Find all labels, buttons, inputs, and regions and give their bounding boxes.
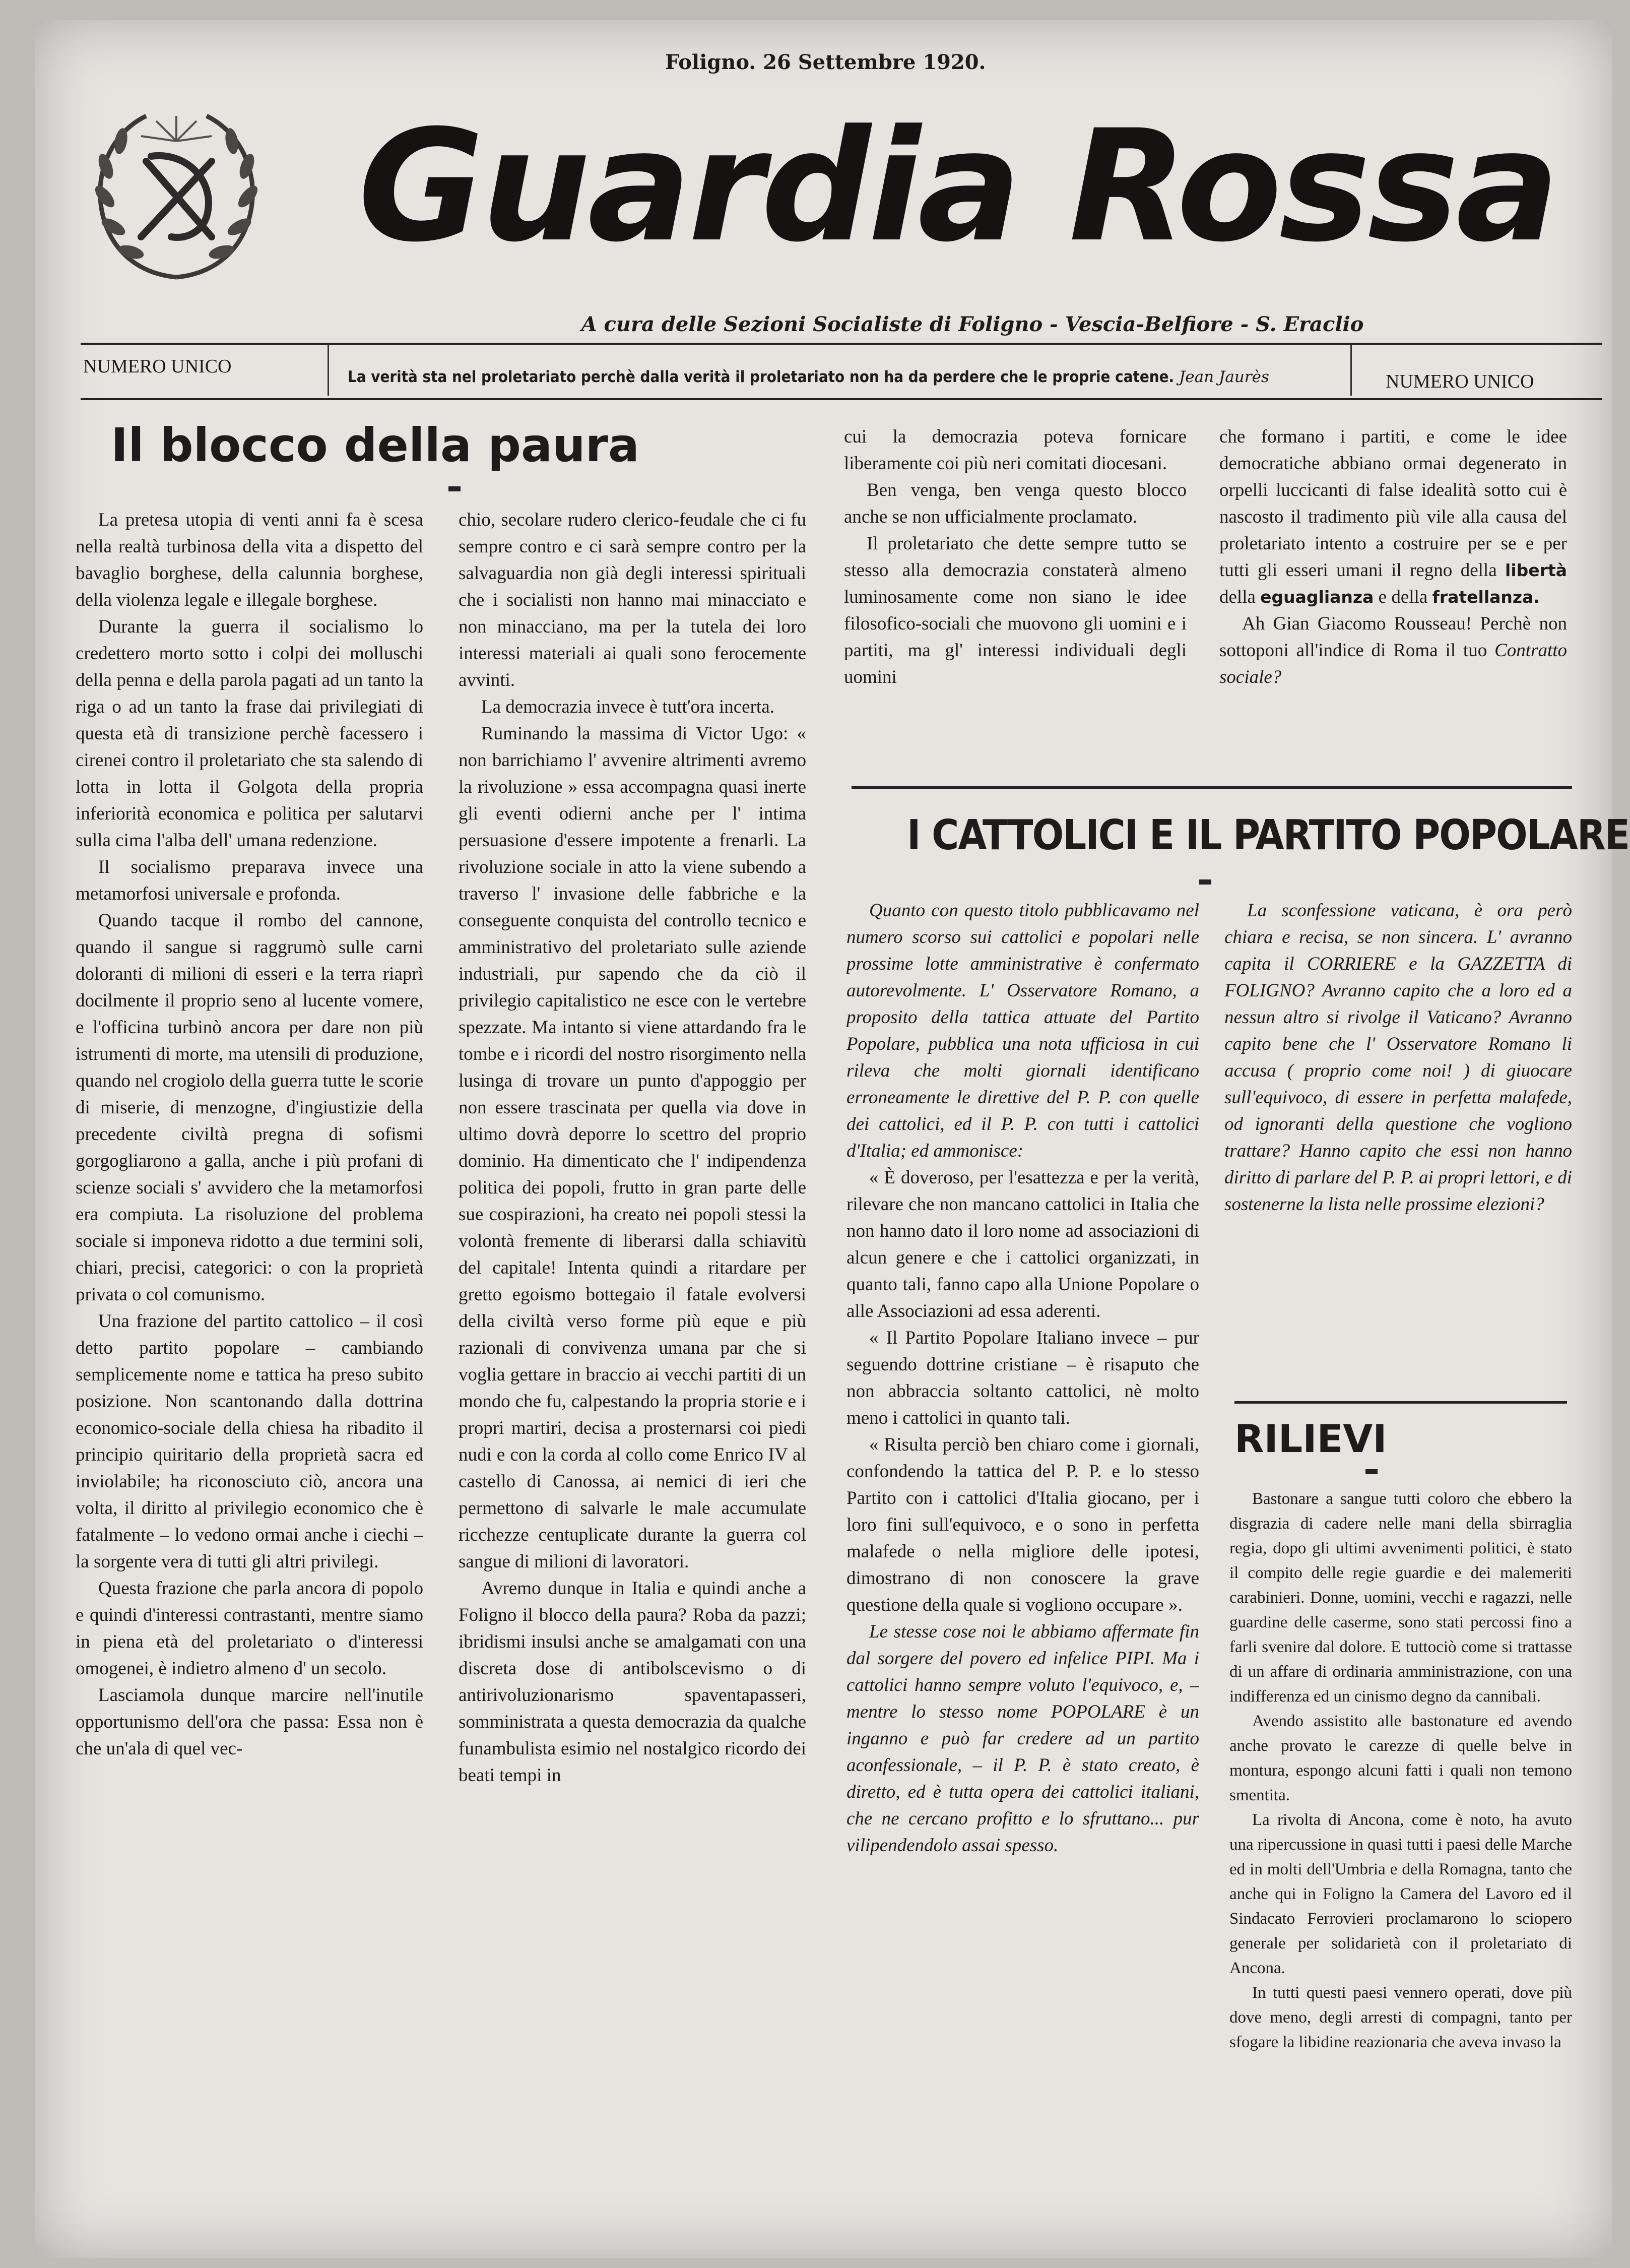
article1-column-2 [459, 507, 806, 2235]
article2-column-a [846, 897, 1199, 2187]
article1-column-1 [76, 507, 423, 2250]
paragraph: Avendo assistito alle bastonature ed avendo anche provato le carezze di quelle belve in montura, espongo alcuni fatti i quali non temono smentita. [1229, 1712, 1572, 1804]
article1-column-3 [844, 423, 1187, 771]
paragraph: La sconfessione vaticana, è ora però chiara e recisa, se non sincera. L' avranno capita il CORRIERE e la GAZZETTA di FOLIGNO? Avranno capito che a loro ed a nessun altro si rivolge il Vaticano? Avranno capito bene che l' Osservatore Romano li accusa ( proprio come noi! ) di giuocare sull'equivoco, di essere in perfetta malafede, od ignoranti della questione che vogliono trattare? Hanno capito che essi non hanno diritto di parlare del P. P. ai propri lettori, e di sostenerne la lista nelle prossime elezioni? [1224, 900, 1572, 1215]
paragraph: Durante la guerra il socialismo lo credettero morto sotto i colpi dei molluschi della penna e della parola pagati ad un tanto la riga o ad un tanto la frase dai privilegiati di questa età di transizione perchè facessero i cirenei contro il proletariato che sta salendo di lotta in lotta il Golgota della propria inferiorità economica e politica per salutarvi sulla cima l'alba dell' umana redenzione. [76, 616, 423, 851]
header-divider-right [1350, 345, 1352, 396]
paragraph: cui la democrazia poteva fornicare liberamente coi più neri comitati diocesani. [844, 426, 1187, 474]
article3-column [1229, 1487, 1572, 2228]
paragraph: La rivolta di Ancona, come è noto, ha avuto una ripercussione in quasi tutti i paesi delle Marche ed in molti dell'Umbria e della Romagna, tanto che anche qui in Foligno la Camera del Lavoro ed il Sindacato Ferrovieri proclamarono lo sciopero generale per solidarietà con il proletariato di Ancona. [1229, 1811, 1572, 1977]
paragraph-text: della [1219, 587, 1256, 607]
tag-numero-unico-left: NUMERO UNICO [83, 356, 232, 377]
paragraph: Bastonare a sangue tutti coloro che ebbero la disgrazia di cadere nelle mani della sbirraglia regia, dopo gli ultimi avvenimenti politici, è stato il compito delle regie guardie e dei malemeriti carabinieri. Donne, uomini, vecchi e ragazzi, nelle guardine delle caserme, sono stati percossi fino a farli svenire dal dolore. E tuttociò come si trattasse di un affare di ordinaria amministrazione, con una indifferenza ed un cinismo degno da cannibali. [1229, 1490, 1572, 1706]
italic-title: Contratto sociale? [1219, 640, 1567, 687]
paragraph: « Il Partito Popolare Italiano invece – pur seguendo dottrine cristiane – è risaputo che non abbraccia soltanto cattolici, nè molto meno i cattolici in quanto tali. [846, 1328, 1199, 1428]
motto [348, 368, 1330, 386]
wreath-emblem-icon [86, 96, 267, 297]
article1-column-4 [1219, 423, 1567, 771]
headline-blocco: Il blocco della paura [111, 418, 640, 472]
article3-rule [1234, 1401, 1567, 1404]
newspaper-page [35, 20, 1629, 2258]
paragraph-text: e della [1378, 587, 1428, 607]
headline-dash [448, 486, 461, 491]
motto-author: Jean Jaurès [1179, 368, 1269, 386]
bold-word: fratellanza. [1432, 587, 1540, 607]
header-divider-left [328, 345, 329, 396]
headline-dash [1365, 1469, 1378, 1474]
headline-rilievi: RILIEVI [1234, 1416, 1387, 1461]
paragraph [1219, 610, 1567, 690]
paragraph-text: che formano i partiti, e come le idee democratiche abbiano ormai degenerato in orpelli luccicanti di false idealità sotto cui è nascosto il tradimento più vile alla causa del proletariato intento a costruire per se e per tutti gli esseri umani il regno della [1219, 426, 1567, 581]
paragraph: La democrazia invece è tutt'ora incerta. [481, 697, 774, 717]
paragraph: In tutti questi paesi vennero operati, dove più dove meno, degli arresti di compagni, tanto per sfogare la libidine reazionaria che aveva invaso la [1229, 1984, 1572, 2051]
masthead-subtitle: A cura delle Sezioni Socialiste di Foligno - Vescia-Belfiore - S. Eraclio [581, 312, 1364, 336]
paragraph: Lasciamola dunque marcire nell'inutile opportunismo dell'ora che passa: Essa non è che un'ala di quel vec- [76, 1685, 423, 1759]
paragraph: Questa frazione che parla ancora di popolo e quindi d'interessi contrastanti, mentre siamo in piena età del proletariato o d'interessi omogenei, è indietro almeno d' un secolo. [76, 1578, 423, 1679]
bold-word: libertà [1505, 560, 1567, 580]
paragraph: Il proletariato che dette sempre tutto se stesso alla democrazia constaterà almeno luminosamente come non siano le idee filosofico-sociali che muovono gli uomini e i partiti, ma gl' interessi individuali degli uomini [844, 533, 1187, 687]
paragraph: La pretesa utopia di venti anni fa è scesa nella realtà turbinosa della vita a dispetto del bavaglio borghese, della calunnia borghese, della violenza legale e illegale borghese. [76, 510, 423, 610]
bold-word: eguaglianza [1260, 587, 1374, 607]
dateline: Foligno. 26 Settembre 1920. [665, 50, 986, 74]
paragraph: « Risulta perciò ben chiaro come i giornali, confondendo la tattica del P. P. e lo stesso Partito con i cattolici d'Italia giocano, per i loro fini sull'equivoco, e o sono in perfetta malafede o nella migliore delle ipotesi, dimostrano di non conoscere la grave questione della quale si vogliono occupare ». [846, 1434, 1199, 1615]
paragraph: Quanto con questo titolo pubblicavamo nel numero scorso sui cattolici e popolari nelle prossime lotte amministrative è confermato autorevolmente. L' Osservatore Romano, a proposito della tattica attuate del Partito Popolare, pubblica una nota ufficiosa in cui rileva che molti giornali identificano erroneamente le direttive del P. P. con quelle dei cattolici, ed il P. P. con tutti i cattolici d'Italia; ed ammonisce: [846, 900, 1199, 1161]
headline-cattolici: I CATTOLICI E IL PARTITO POPOLARE [907, 811, 1629, 859]
paragraph: Ben venga, ben venga questo blocco anche se non ufficialmente proclamato. [844, 480, 1187, 527]
paragraph [1219, 423, 1567, 610]
tag-numero-unico-right: NUMERO UNICO [1386, 371, 1534, 392]
paragraph: Avremo dunque in Italia e quindi anche a Foligno il blocco della paura? Roba da pazzi; ibridismi insulsi anche se amalgamati con una discreta dose di antibolscevismo o di antirivoluzionarismo spaventapasseri, somministrata a questa democrazia da qualche funambulista esimio nel nostalgico ricordo dei beati tempi in [459, 1578, 806, 1786]
motto-text: La verità sta nel proletariato perchè dalla verità il proletariato non ha da perdere che le proprie catene. [348, 368, 1175, 386]
paragraph: Le stesse cose noi le abbiamo affermate fin dal sorgere del povero ed infelice PIPI. Ma i cattolici hanno sempre voluto l'equivoco, e, – mentre lo stesso nome POPOLARE è un inganno e può far credere ad un partito aconfessionale, – il P. P. è stato creato, è diretto, ed è tutta opera dei cattolici italiani, che ne cercano profitto e lo sfruttano... pur vilipendendolo assai spesso. [846, 1621, 1199, 1856]
header-rule-top [81, 343, 1602, 345]
article2-rule [852, 786, 1572, 789]
article2-column-b [1224, 897, 1572, 1396]
headline-dash [1199, 879, 1211, 885]
paragraph: « È doveroso, per l'esattezza e per la verità, rilevare che non mancano cattolici in Italia che non hanno dato il loro nome ad associazioni di alcun genere e che i cattolici organizzati, in quanto tali, fanno capo alla Unione Popolare o alle Associazioni ad essa aderenti. [846, 1167, 1199, 1321]
paragraph: Una frazione del partito cattolico – il così detto partito popolare – cambiando semplicemente nome e tattica ha preso subito posizione. Non scantonando dalla dottrina economico-sociale della chiesa ha ribadito il principio quiritario della proprietà sacra ed inviolabile; ha riconosciuto ciò, ancora una volta, il diritto al privilegio economico che è fatalmente – lo vedono ormai anche i ciechi – la sorgente vera di tutti gli altri privilegi. [76, 1311, 423, 1572]
header-rule-bottom [81, 398, 1602, 400]
paragraph: Quando tacque il rombo del cannone, quando il sangue si raggrumò sulle carni doloranti di milioni di esseri e la terra riaprì docilmente il proprio seno al lucente vomere, e l'officina turbinò ancora per dare non più istrumenti di morte, ma utensili di produzione, quando nel crogiolo della guerra tutte le scorie di miserie, di menzogne, d'ingiustizie della precedente civiltà pregna di sofismi gorgogliarono a galla, anche i più profani di scienze sociali s' avvidero che la metamorfosi era compiuta. La risoluzione del problema sociale si imponeva ridotto a due termini soli, chiari, precisi, categorici: o con la proprietà privata o col comunismo. [76, 910, 423, 1305]
paragraph: Il socialismo preparava invece una metamorfosi universale e profonda. [76, 857, 423, 904]
paragraph: chio, secolare rudero clerico-feudale che ci fu sempre contro e ci sarà sempre contro per la salvaguardia non già degli interessi spirituali che i socialisti non hanno mai minacciato e non minacciano, ma per la tutela dei loro interessi materiali ai quali sono ferocemente avvinti. [459, 510, 806, 690]
paragraph: Ruminando la massima di Victor Ugo: « non barrichiamo l' avvenire altrimenti avremo la rivoluzione » essa accompagna quasi inerte gli eventi odierni anche per l' intima persuasione d'essere impotente a frenarli. La rivoluzione sociale in atto la viene subendo a traverso l' invasione delle fabbriche e la conseguente conquista del controllo tecnico e amministrativo del proletariato sulle aziende industriali, pur sapendo che da ciò il privilegio capitalistico ne esce con le vertebre spezzate. Ma intanto si viene attardando fra le tombe e i ricordi del nostro risorgimento nella lusinga di trovare un punto d'appoggio per non essere trascinata per quella via dove in ultimo dovrà deporre lo scettro del proprio dominio. Ha dimenticato che l' indipendenza politica dei popoli, frutto in gran parte delle sue cospirazioni, ha creato nei popoli stessi la volontà fremente di liberarsi dalla schiavitù del capitale! Intenta quindi a ritardare per gretto egoismo bottegaio il fatale evolversi della civiltà verso forme più eque e più razionali di convivenza umana par che si voglia gettare in braccio ai vecchi partiti di un mondo che fu, calpestando la propria storie e i propri martiri, decisa a prosternarsi coi piedi nudi e con la corda al collo come Enrico IV al castello di Canossa, ai nemici di ieri che permettono di salvarle le male accumulate ricchezze centuplicate durante la guerra col sangue di milioni di lavoratori. [459, 723, 806, 1572]
paragraph-text: Ah Gian Giacomo Rousseau! Perchè non sottoponi all'indice di Roma il tuo [1219, 613, 1567, 661]
masthead-title: Guardia Rossa [358, 97, 1557, 276]
